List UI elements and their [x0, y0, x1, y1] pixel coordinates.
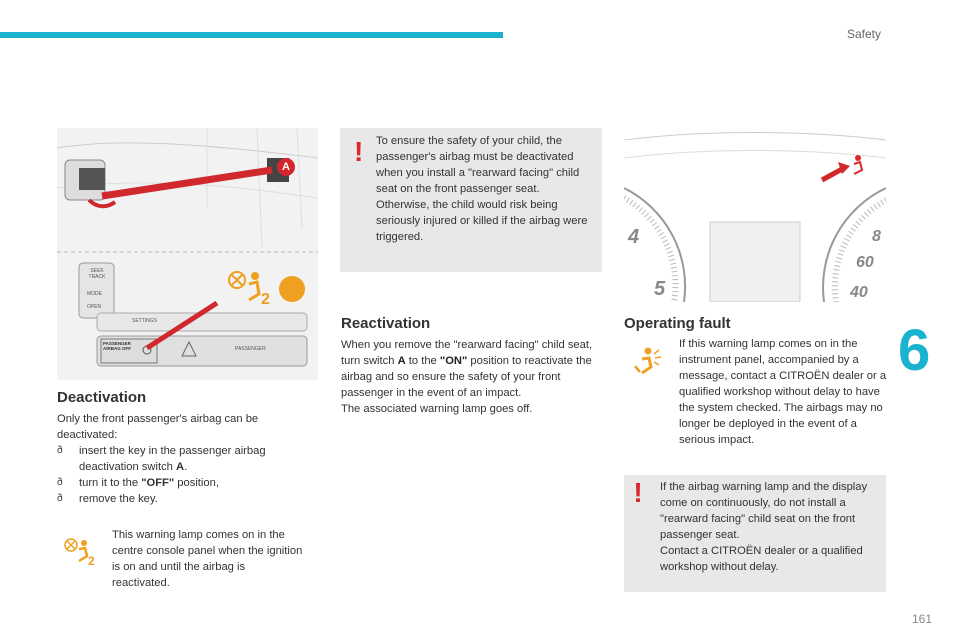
step-item: ð remove the key. — [57, 491, 297, 507]
airbag-fault-warning-text: If the airbag warning lamp and the display come on continuously, do not install a "rearward facing" child seat on the front passenger seat. Contact a CITROËN dealer or a qualified workshop without delay. — [660, 481, 868, 573]
operating-fault-text: If this warning lamp comes on in the instrument panel, accompanied by a message, contact a CITROËN dealer or a qualified workshop without delay to have the system checked. The airbags may no longer be deployed in the event of a serious impact. — [679, 338, 887, 446]
warning-exclamation-icon: ! — [354, 136, 364, 167]
instrument-panel-illustration — [624, 128, 886, 302]
page-number: 161 — [912, 612, 933, 626]
gauge-number: 5 — [654, 278, 666, 300]
airbag-switch-illustration — [57, 128, 318, 380]
reactivation-title: Reactivation — [341, 315, 431, 332]
chapter-number: 6 — [898, 318, 931, 383]
airbag-fault-lamp-icon — [632, 346, 662, 376]
gauge-number: 60 — [856, 254, 874, 271]
svg-text:2: 2 — [88, 554, 95, 566]
airbag-off-icon — [227, 270, 275, 306]
switch-a-marker: A — [277, 158, 295, 176]
gauge-number: 8 — [872, 228, 881, 245]
open-label: OPEN — [87, 304, 102, 310]
child-seat-warning-box — [340, 128, 602, 272]
lamp-note: This warning lamp comes on in the centre console panel when the ignition is on and until the airbag is reactivated. — [112, 529, 303, 589]
airbag-off-lamp-icon — [64, 538, 98, 566]
gauge-number: 4 — [628, 226, 640, 248]
settings-label: SETTINGS — [132, 318, 158, 324]
deactivation-intro: Only the front passenger's airbag can be deactivated: — [57, 413, 259, 441]
gauge-number: 40 — [850, 284, 868, 301]
header-accent-bar — [0, 32, 503, 38]
child-seat-warning-text: To ensure the safety of your child, the passenger's airbag must be deactivated when you install a "rearward facing" child seat on the front passenger seat. Otherwise, the child would risk being seriously injured or killed if the airbag were triggered. — [376, 135, 588, 243]
warning-exclamation-icon: ! — [633, 477, 643, 508]
operating-fault-title: Operating fault — [624, 315, 731, 332]
reactivation-text: When you remove the "rearward facing" child seat, turn switch A to the "ON" position to reactivate the airbag and so ensure the safety of your front passenger in the event of an impact. The associated warning lamp goes off. — [341, 339, 593, 415]
mode-label: MODE — [87, 291, 102, 297]
deactivation-title: Deactivation — [57, 389, 147, 406]
deactivation-steps — [57, 443, 297, 507]
airbag-off-label: PASSENGER AIRBAG OFF — [103, 341, 131, 351]
step-item: ð insert the key in the passenger airbag deactivation switch A. — [57, 443, 297, 475]
section-title: Safety — [847, 27, 882, 41]
svg-text:2: 2 — [261, 291, 270, 306]
passenger-label: PASSENGER — [235, 346, 266, 352]
step-item: ð turn it to the "OFF" position, — [57, 475, 297, 491]
airbag-fault-warning-box — [624, 475, 886, 592]
track-label: SEEK TRACK — [88, 268, 106, 280]
orange-lamp — [279, 276, 305, 302]
